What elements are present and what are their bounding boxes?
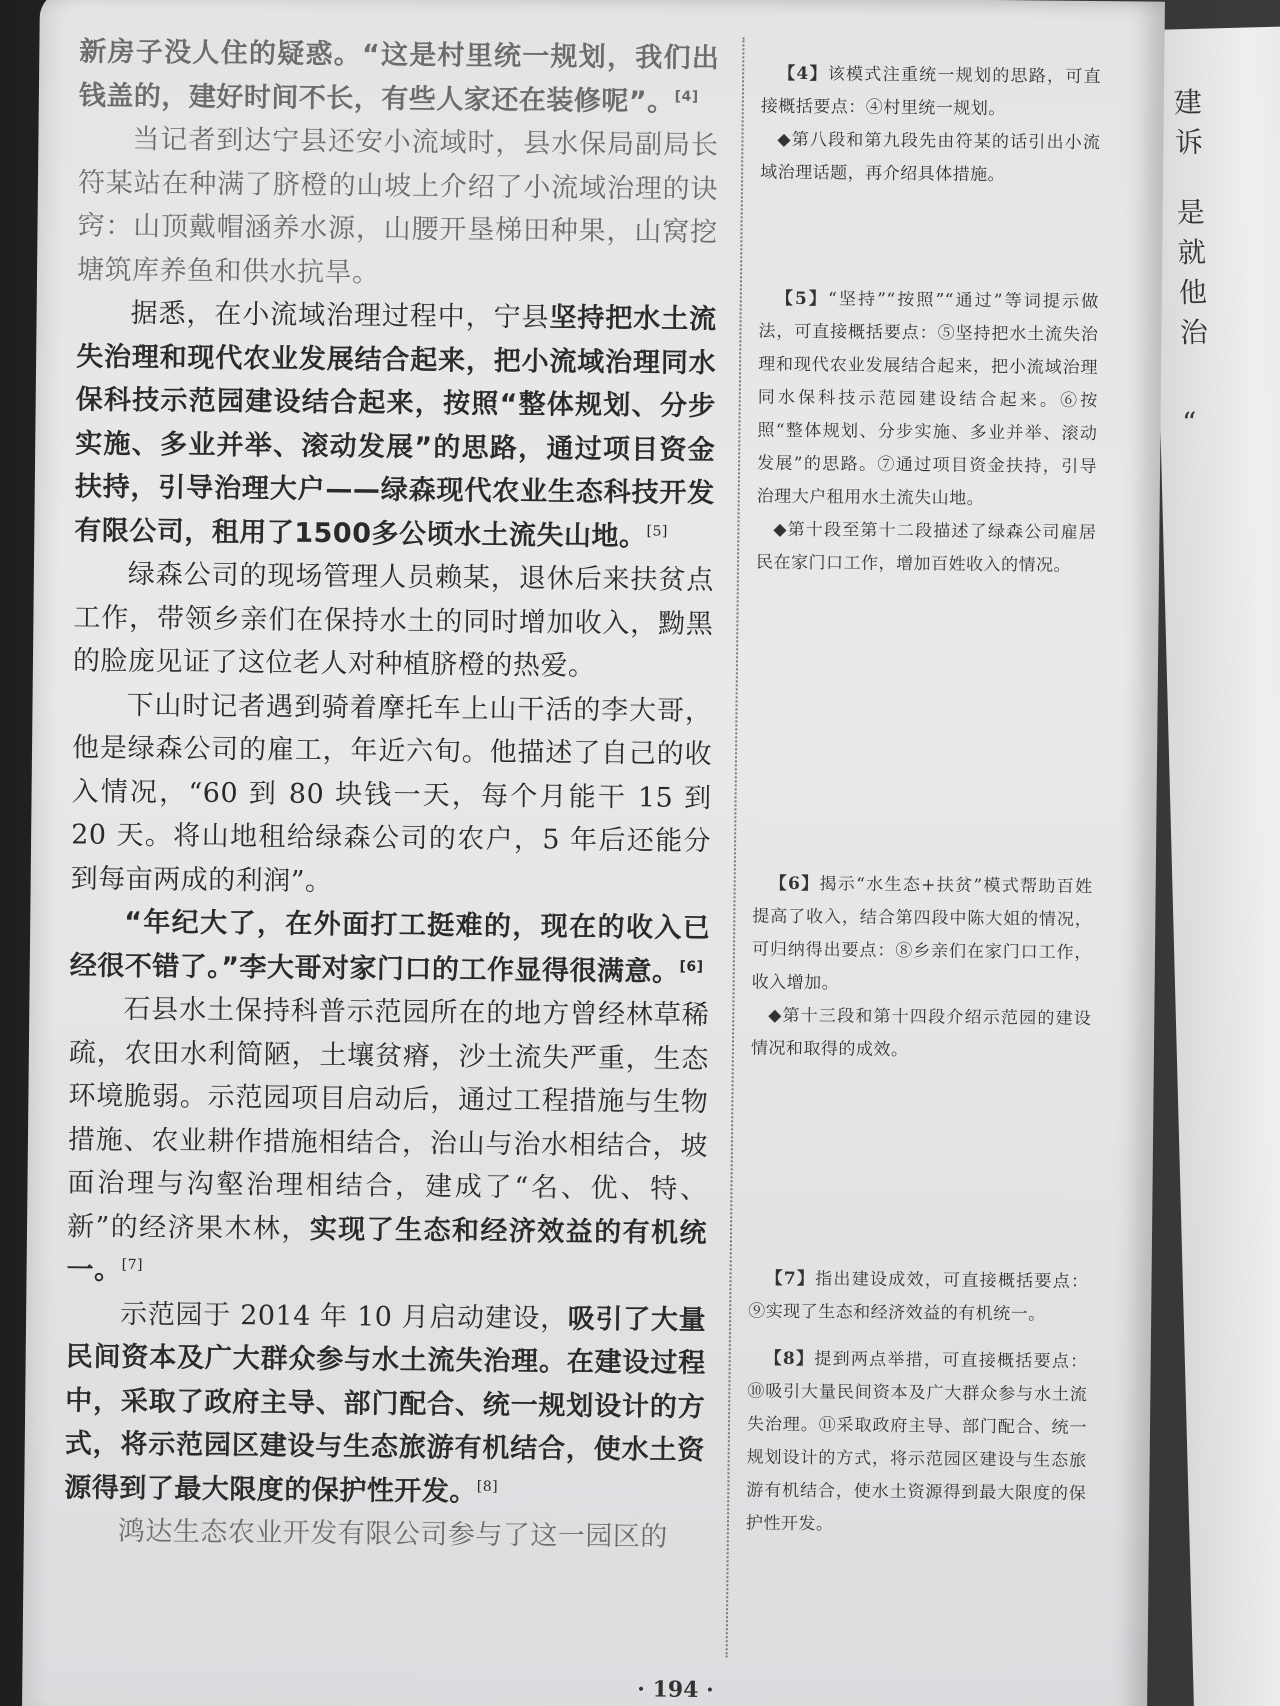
paragraph: 示范园于 2014 年 10 月启动建设，吸引了大量民间资本及广大群众参与水土流失治理。在建设过程中，采取了政府主导、部门配合、统一规划设计的方式，将示范园区建设与生态旅游有机结合，使水土资源得到了最大限度的保护性开发。[8] bbox=[64, 1298, 707, 1508]
book-page bbox=[22, 0, 1165, 1706]
adjacent-page-fragment: 他 bbox=[1178, 275, 1208, 310]
adjacent-page-fragment: 是 bbox=[1176, 195, 1206, 230]
side-note-4: 【4】该模式注重统一规划的思路，可直接概括要点：④村里统一规划。 ◆第八段和第九段先由符某的话引出小流域治理话题，再介绍具体措施。 bbox=[760, 63, 1102, 186]
main-text-column bbox=[64, 30, 720, 1559]
side-note-5: 【5】“坚持”“按照”“通过”等词提示做法，可直接概括要点：⑤坚持把水土流失治理和现代农业发展结合起来，把小流域治理同水保科技示范园建设结合起来。⑥按照“整体规划、分步实施、多业并举、滚动发展”的思路。⑦通过项目资金扶持，引导治理大户租用水土流失山地。 ◆第十段至第十二段描述了绿森公司雇居民在家门口工作，增加百姓收入的情况。 bbox=[755, 288, 1099, 576]
paragraph: 石县水土保持科普示范园所在的地方曾经林草稀疏，农田水利简陋，土壤贫瘠，沙土流失严重，生态环境脆弱。示范园项目启动后，通过工程措施与生物措施、农业耕作措施相结合，治山与治水相结合，坡面治理与沟壑治理相结合，建成了“名、优、特、新”的经济果木林，实现了生态和经济效益的有机统一。[7] bbox=[66, 993, 710, 1286]
paragraph: 下山时记者遇到骑着摩托车上山干活的李大哥，他是绿森公司的雇工，年近六旬。他描述了自己的收入情况，“60 到 80 块钱一天，每个月能干 15 到 20 天。将山地租给绿森公司的农户，5 年后还能分到每亩两成的利润”。 bbox=[70, 689, 713, 897]
paragraph: 绿森公司的现场管理人员赖某，退休后来扶贫点工作，带领乡亲们在保持水土的同时增加收入，黝黑的脸庞见证了这位老人对种植脐橙的热爱。 bbox=[72, 558, 715, 682]
column-divider bbox=[726, 37, 745, 1657]
paragraph: 当记者到达宁县还安小流域时，县水保局副局长符某站在种满了脐橙的山坡上介绍了小流域治理的诀窍：山顶戴帽涵养水源，山腰开垦梯田种果，山窝挖塘筑库养鱼和供水抗旱。 bbox=[76, 123, 719, 289]
page-number: · 194 · bbox=[637, 1676, 714, 1704]
adjacent-page-fragment: “ bbox=[1181, 405, 1198, 440]
paragraph: 鸿达生态农业开发有限公司参与了这一园区的 bbox=[117, 1515, 668, 1553]
paragraph: 据悉，在小流域治理过程中，宁县坚持把水土流失治理和现代农业发展结合起来，把小流域治理同水保科技示范园建设结合起来，按照“整体规划、分步实施、多业并举、滚动发展”的思路，通过项目资金扶持，引导治理大户——绿森现代农业生态科技开发有限公司，租用了1500多公顷水土流失山地。[5] bbox=[74, 297, 717, 552]
side-note-7: 【7】指出建设成效，可直接概括要点：⑨实现了生态和经济效益的有机统一。 bbox=[748, 1268, 1089, 1325]
side-note-8: 【8】提到两点举措，可直接概括要点：⑩吸引大量民间资本及广大群众参与水土流失治理。⑪采取政府主导、部门配合、统一规划设计的方式，将示范园区建设与生态旅游有机结合，使水土资源得到最大限度的保护性开发。 bbox=[745, 1348, 1088, 1535]
adjacent-page-fragment: 诉 bbox=[1174, 125, 1204, 160]
paragraph: “年纪大了，在外面打工挺难的，现在的收入已经很不错了。”李大哥对家门口的工作显得很满意。[6] bbox=[69, 906, 711, 988]
adjacent-page-fragment: 就 bbox=[1177, 235, 1207, 270]
paragraph: 新房子没人住的疑惑。“这是村里统一规划，我们出钱盖的，建好时间不长，有些人家还在装修呢”。[4] bbox=[78, 36, 720, 118]
side-note-6: 【6】揭示“水生态+扶贫”模式帮助百姓提高了收入，结合第四段中陈大姐的情况，可归纳得出要点：⑧乡亲们在家门口工作，收入增加。 ◆第十三段和第十四段介绍示范园的建设情况和取得的成效。 bbox=[750, 873, 1093, 1061]
adjacent-page-fragment: 治 bbox=[1179, 315, 1209, 350]
adjacent-page-fragment: 建 bbox=[1173, 85, 1203, 120]
